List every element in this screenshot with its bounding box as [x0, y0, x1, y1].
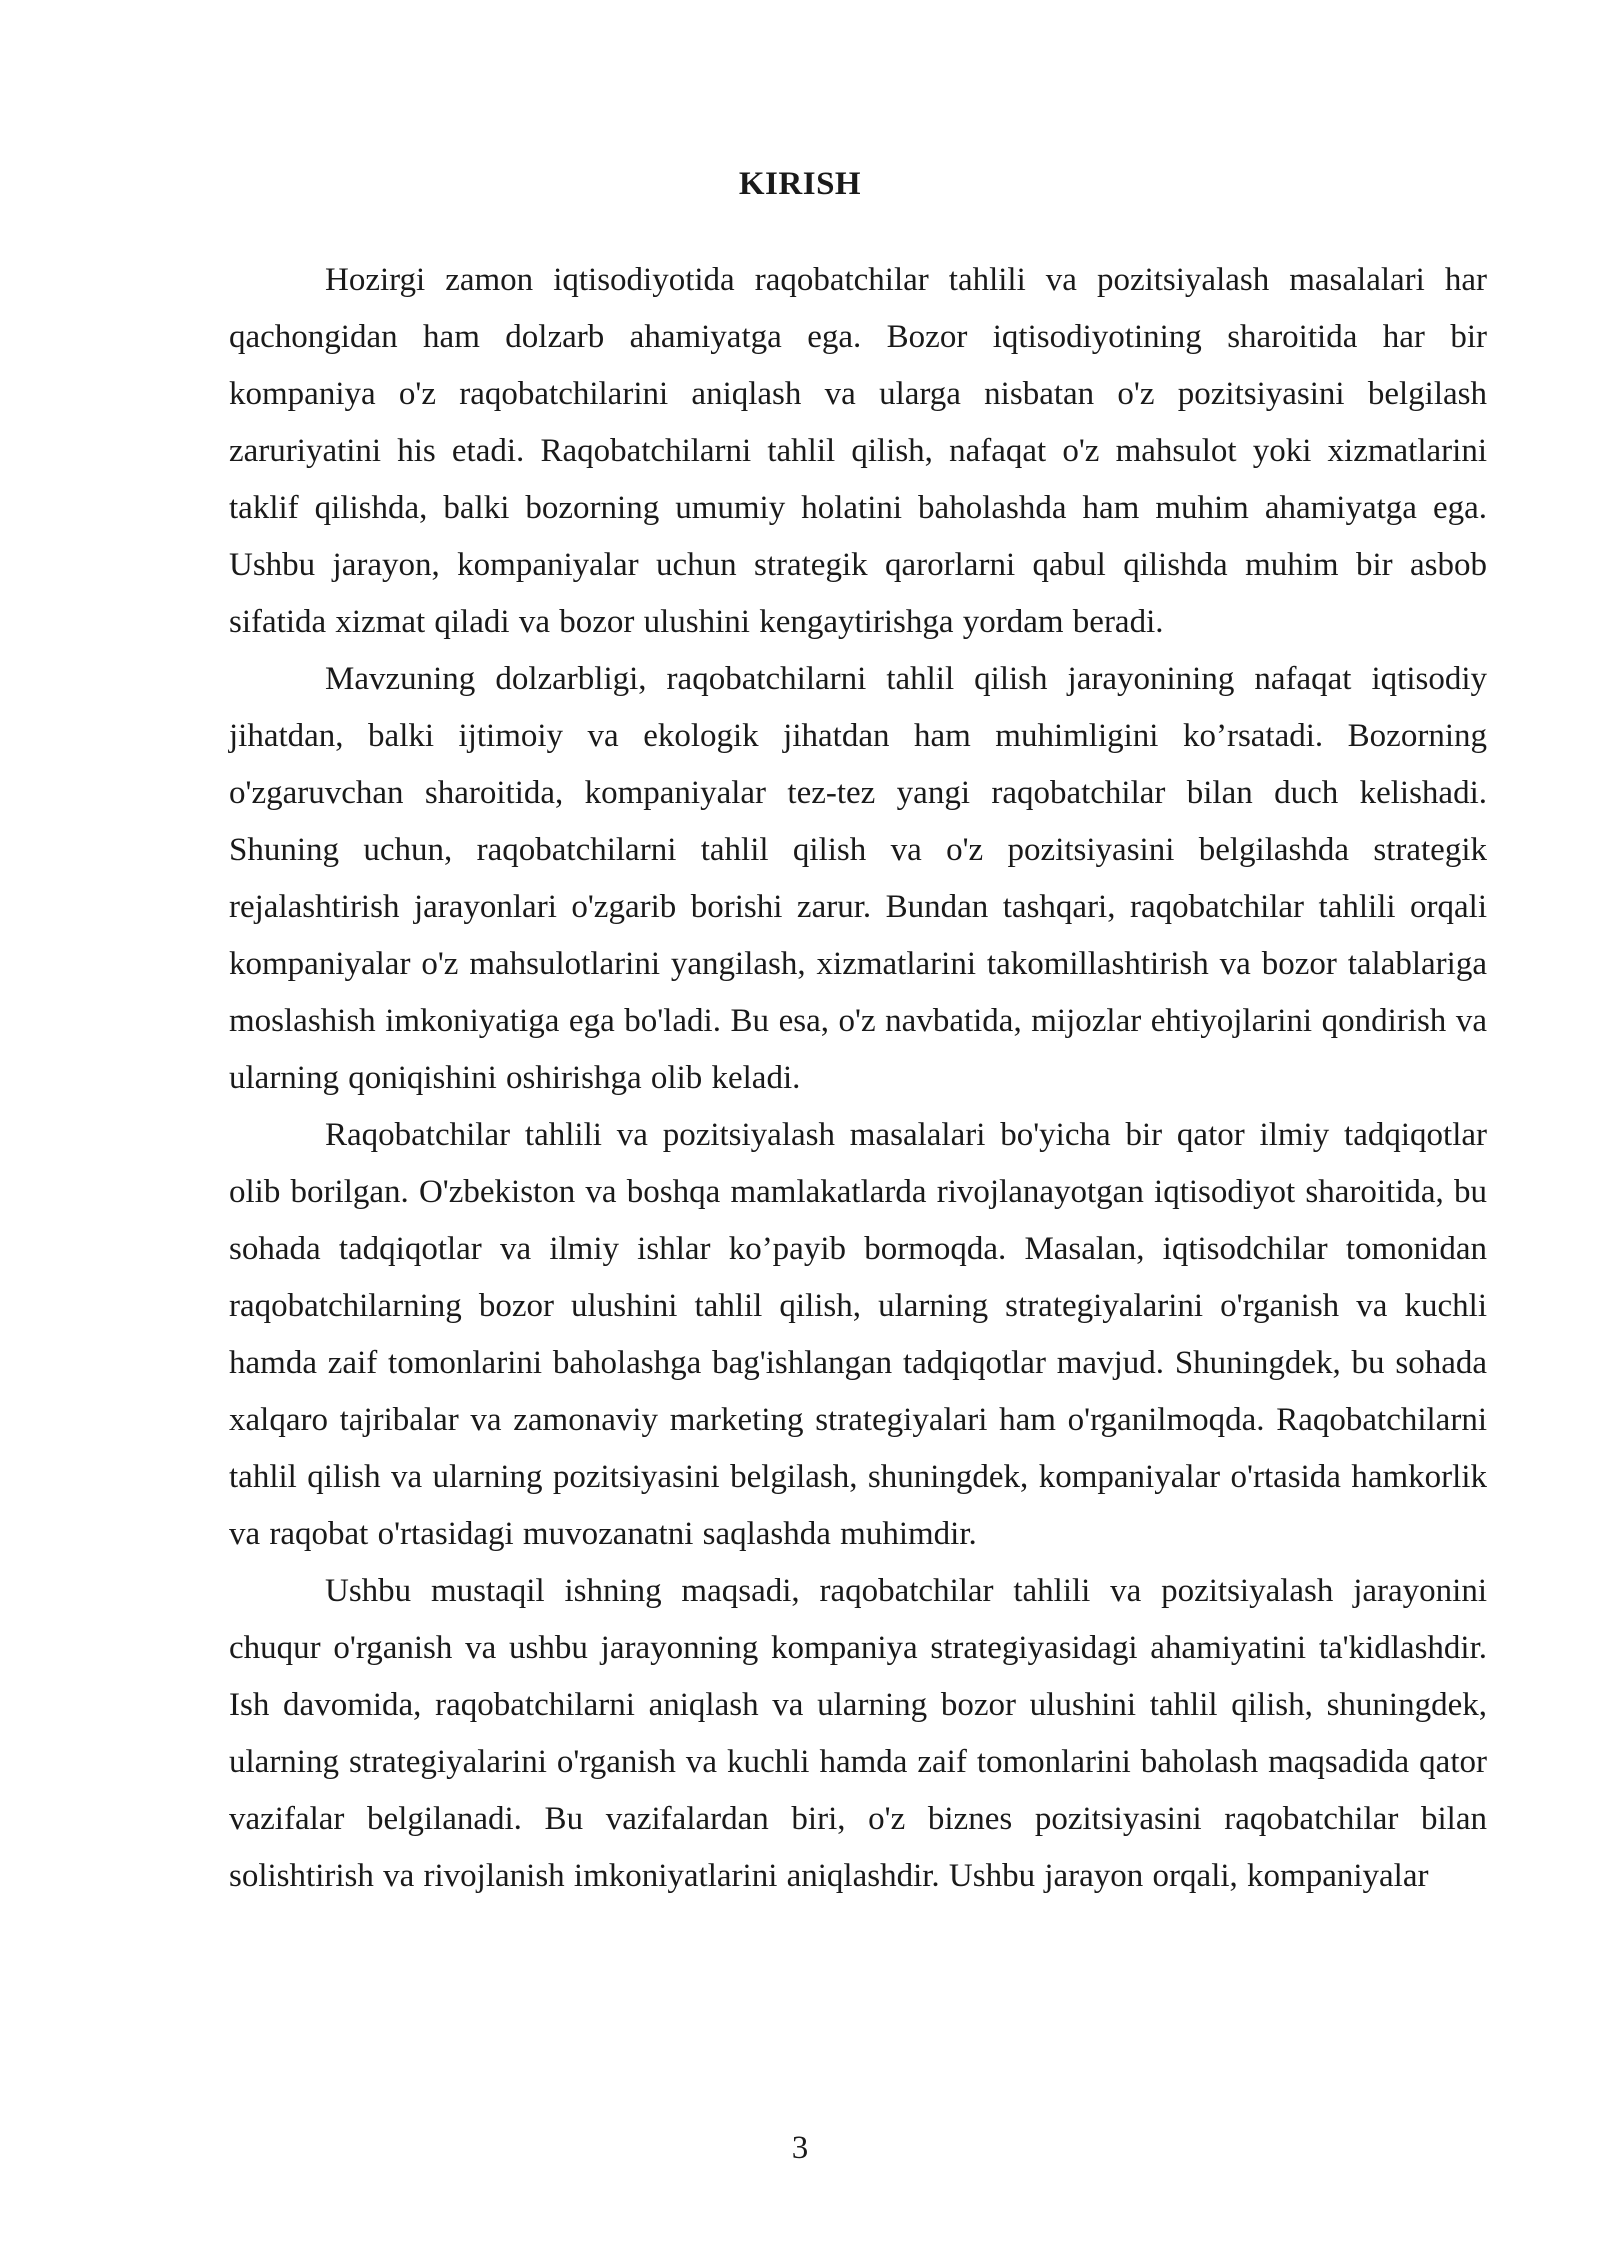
document-body	[229, 252, 1487, 1905]
paragraph-3: Raqobatchilar tahlili va pozitsiyalash masalalari bo'yicha bir qator ilmiy tadqiqotlar olib borilgan. O'zbekiston va boshqa mamlakatlarda rivojlanayotgan iqtisodiyot sharoitida, bu sohada tadqiqotlar va ilmiy ishlar ko’payib bormoqda. Masalan, iqtisodchilar tomonidan raqobatchilarning bozor ulushini tahlil qilish, ularning strategiyalarini o'rganish va kuchli hamda zaif tomonlarini baholashga bag'ishlangan tadqiqotlar mavjud. Shuningdek, bu sohada xalqaro tajribalar va zamonaviy marketing strategiyalari ham o'rganilmoqda. Raqobatchilarni tahlil qilish va ularning pozitsiyasini belgilash, shuningdek, kompaniyalar o'rtasida hamkorlik va raqobat o'rtasidagi muvozanatni saqlashda muhimdir.	[229, 1117, 1487, 1552]
page-number: 3	[791, 2130, 809, 2166]
paragraph-1: Hozirgi zamon iqtisodiyotida raqobatchilar tahlili va pozitsiyalash masalalari har qachongidan ham dolzarb ahamiyatga ega. Bozor iqtisodiyotining sharoitida har bir kompaniya o'z raqobatchilarini aniqlash va ularga nisbatan o'z pozitsiyasini belgilash zaruriyatini his etadi. Raqobatchilarni tahlil qilish, nafaqat o'z mahsulot yoki xizmatlarini taklif qilishda, balki bozorning umumiy holatini baholashda ham muhim ahamiyatga ega. Ushbu jarayon, kompaniyalar uchun strategik qarorlarni qabul qilishda muhim bir asbob sifatida xizmat qiladi va bozor ulushini kengaytirishga yordam beradi.	[229, 262, 1487, 640]
page-title: KIRISH	[738, 166, 862, 202]
paragraph-4: Ushbu mustaqil ishning maqsadi, raqobatchilar tahlili va pozitsiyalash jarayonini chuqur o'rganish va ushbu jarayonning kompaniya strategiyasidagi ahamiyatini ta'kidlashdir. Ish davomida, raqobatchilarni aniqlash va ularning bozor ulushini tahlil qilish, shuningdek, ularning strategiyalarini o'rganish va kuchli hamda zaif tomonlarini baholash maqsadida qator vazifalar belgilanadi. Bu vazifalardan biri, o'z biznes pozitsiyasini raqobatchilar bilan solishtirish va rivojlanish imkoniyatlarini aniqlashdir. Ushbu jarayon orqali, kompaniyalar	[229, 1573, 1487, 1894]
paragraph-2: Mavzuning dolzarbligi, raqobatchilarni tahlil qilish jarayonining nafaqat iqtisodiy jihatdan, balki ijtimoiy va ekologik jihatdan ham muhimligini ko’rsatadi. Bozorning o'zgaruvchan sharoitida, kompaniyalar tez-tez yangi raqobatchilar bilan duch kelishadi. Shuning uchun, raqobatchilarni tahlil qilish va o'z pozitsiyasini belgilashda strategik rejalashtirish jarayonlari o'zgarib borishi zarur. Bundan tashqari, raqobatchilar tahlili orqali kompaniyalar o'z mahsulotlarini yangilash, xizmatlarini takomillashtirish va bozor talablariga moslashish imkoniyatiga ega bo'ladi. Bu esa, o'z navbatida, mijozlar ehtiyojlarini qondirish va ularning qoniqishini oshirishga olib keladi.	[229, 661, 1487, 1096]
